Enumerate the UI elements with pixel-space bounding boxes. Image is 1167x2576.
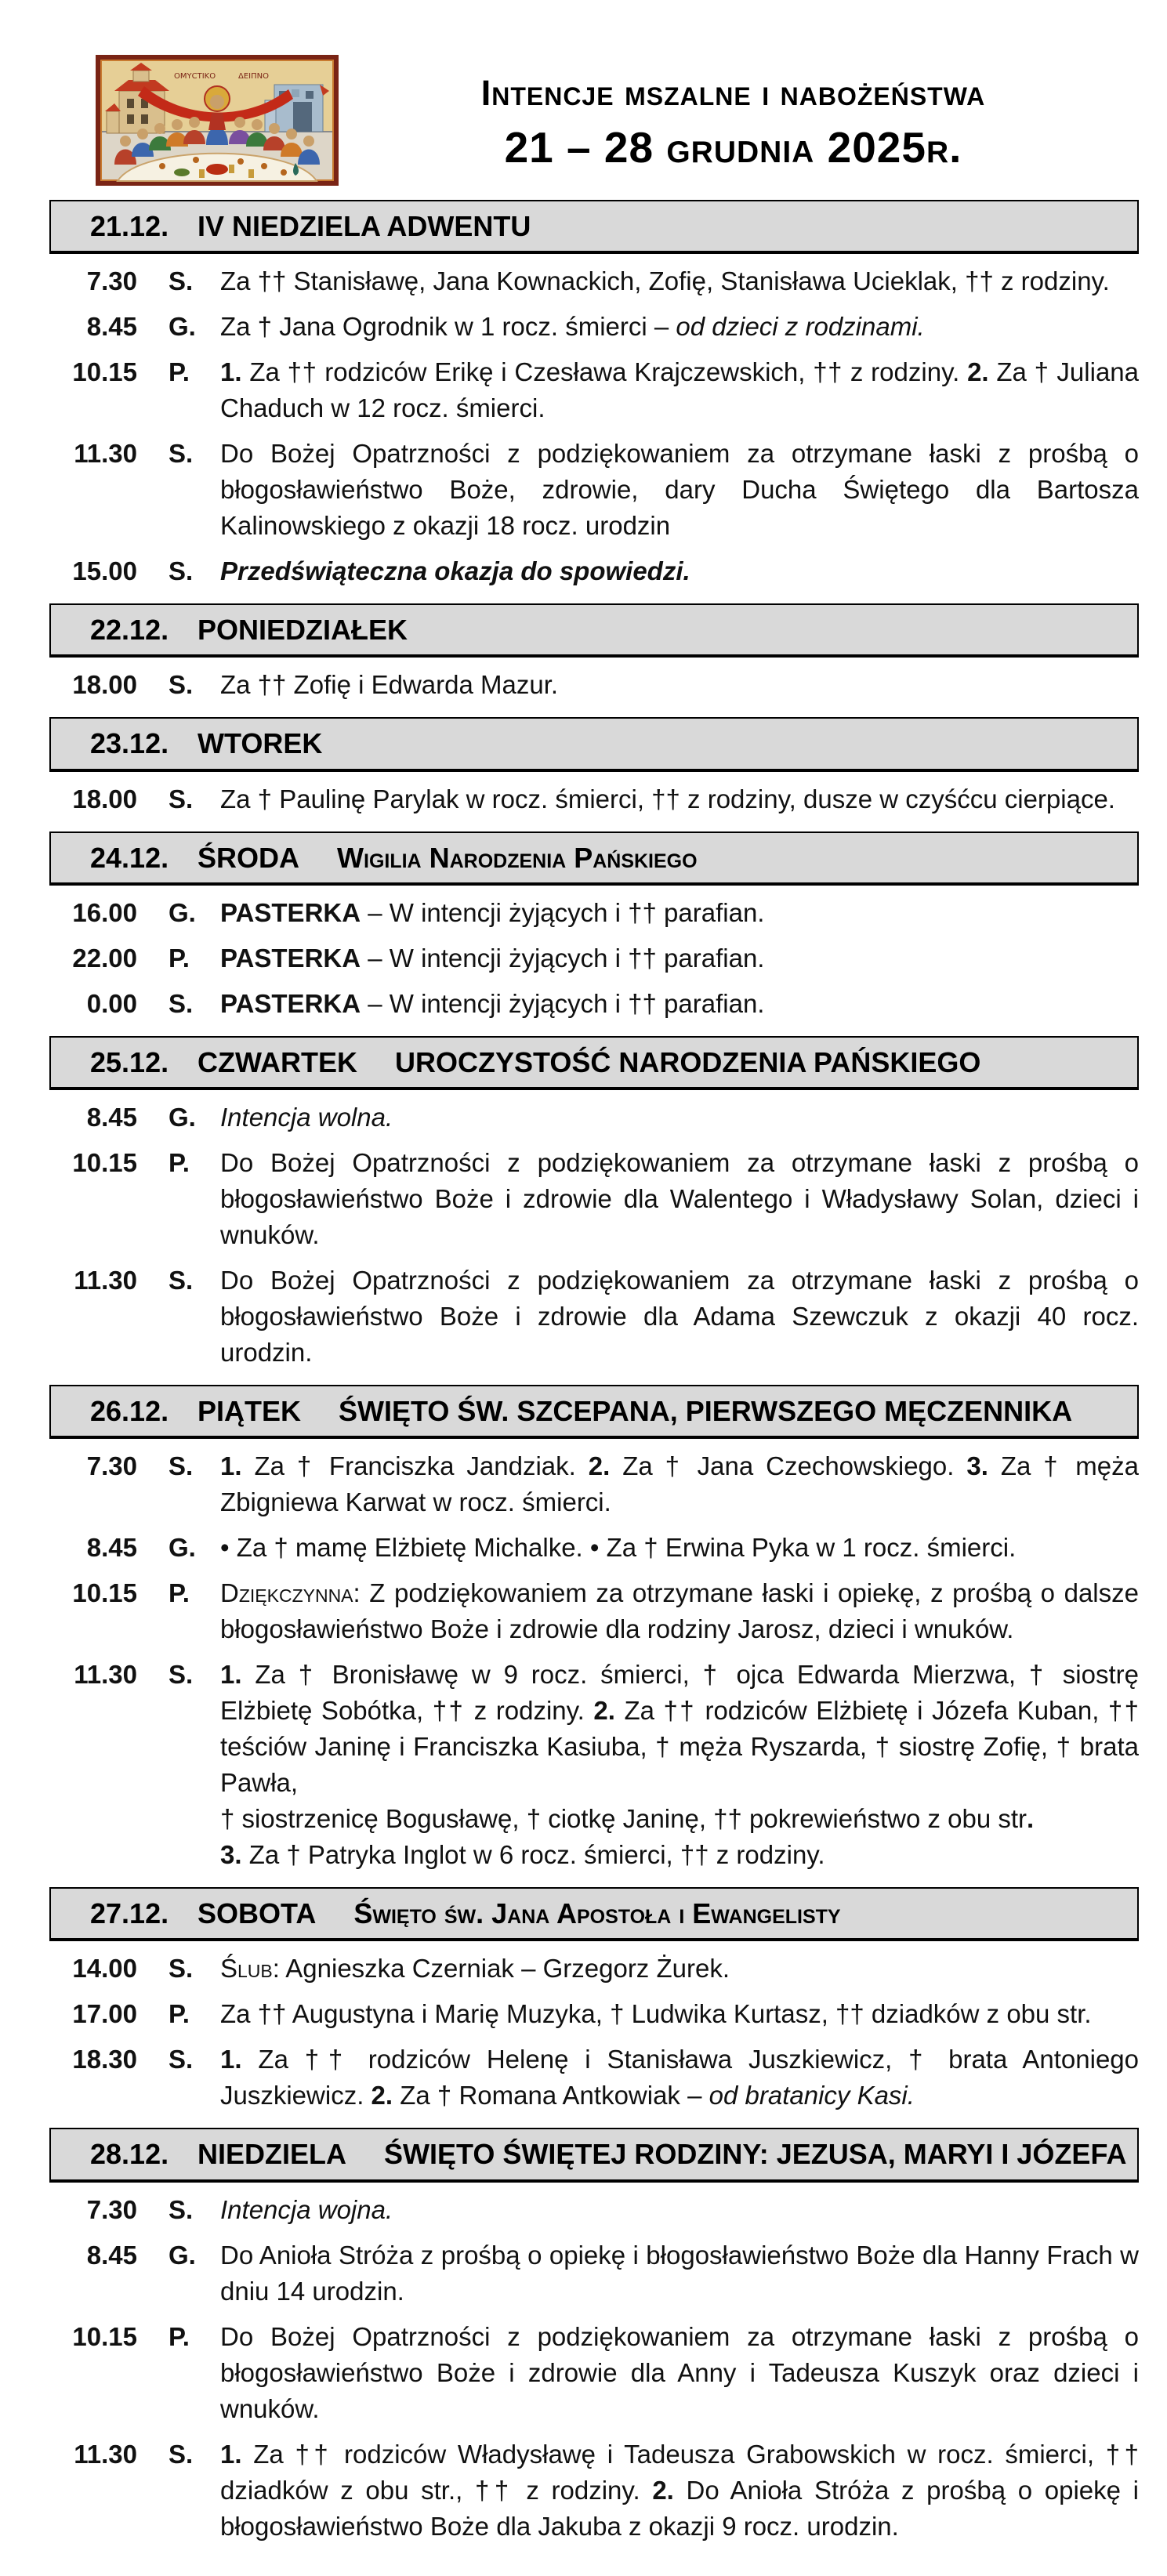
intention-text: Za †† Augustyna i Marię Muzyka, † Ludwika Kurtasz, †† dziadków z obu str. [220,1999,1092,2029]
time-label: 16.00 [72,897,137,927]
time-label: 7.30 [86,266,137,296]
section-header [49,717,1139,771]
mass-type-label: P. [169,943,190,973]
intention-row [49,2437,1139,2545]
time-label: 11.30 [74,439,137,469]
intention-row [49,1657,1139,1873]
section-title: IV NIEDZIELA ADWENTU [198,210,531,242]
mass-type-label: S. [169,988,194,1018]
intention-row [49,2237,1139,2310]
mass-type-label: P. [169,1999,190,2029]
intention-text: Przedświąteczna okazja do spowiedzi. [220,556,690,586]
mass-type-label: S. [169,784,194,813]
time-label: 17.00 [72,1999,137,2029]
mass-type-label: P. [169,2321,190,2351]
time-label: 11.30 [74,1265,137,1295]
section-title: Święto św. Jana Apostoła i Ewangelisty [353,1897,841,1930]
section-header [49,603,1139,658]
intention-text: Za † Paulinę Parylak w rocz. śmierci, †† z rodziny, dusze w czyśćcu cierpiące. [220,784,1115,813]
section-header [49,1036,1139,1090]
section-header [49,200,1139,254]
intention-row [49,781,1139,817]
intention-text: 1. Za †† rodziców Helenę i Stanisława Juszkiewicz, † brata Antoniego Juszkiewicz. 2. Za † Romana Antkowiak – od bratanicy Kasi. [220,2045,1139,2110]
intention-row [49,1996,1139,2032]
intention-text: Dziękczynna: Z podziękowaniem za otrzymane łaski i opiekę, z prośbą o dalsze błogosławieństwo Boże i zdrowie dla rodziny Jarosz, dzieci i wnuków. [220,1578,1139,1644]
intention-row [49,667,1139,703]
intention-text: Intencja wojna. [220,2194,393,2224]
intention-row [49,2192,1139,2228]
intention-row [49,1951,1139,1987]
last-supper-icon [96,55,339,186]
mass-type-label: G. [169,2240,196,2270]
mass-type-label: S. [169,266,194,296]
intention-row [49,436,1139,544]
section-title: ŚWIĘTO ŚWIĘTEJ RODZINY: JEZUSA, MARYI I JÓZEFA [384,2138,1127,2171]
intention-row [49,354,1139,426]
intention-text: 1. Za † Franciszka Jandziak. 2. Za † Jana Czechowskiego. 3. Za † męża Zbigniewa Karwat w rocz. śmierci. [220,1451,1139,1517]
section-header [49,1385,1139,1439]
intention-row [49,1100,1139,1136]
time-label: 8.45 [86,312,137,342]
time-label: 14.00 [72,1954,137,1984]
time-label: 8.45 [86,1102,137,1132]
sections-list [49,200,1139,2576]
mass-type-label: S. [169,2194,194,2224]
mass-type-label: S. [169,439,194,469]
intention-row [49,1263,1139,1371]
mass-type-label: P. [169,357,190,387]
intention-row [49,940,1139,976]
intention-text: 1. Za †† rodziców Erikę i Czesława Krajczewskich, †† z rodziny. 2. Za † Juliana Chaduch w 12 rocz. śmierci. [220,357,1139,423]
intention-row [49,553,1139,589]
intention-text: PASTERKA – W intencji żyjących i †† parafian. [220,943,765,973]
time-label: 8.45 [86,1533,137,1563]
intention-row [49,1575,1139,1647]
intention-text: 1. Za †† rodziców Władysławę i Tadeusza Grabowskich w rocz. śmierci, †† dziadków z obu str., †† z rodziny. 2. Do Anioła Stróża z prośbą o opiekę i błogosławieństwo Boże dla Jakuba z okazji 9 rocz. urodzin. [220,2439,1140,2541]
mass-type-label: G. [169,312,196,342]
intention-row [49,895,1139,931]
section-day: PONIEDZIAŁEK [198,614,408,647]
mass-type-label: P. [169,1578,190,1608]
section-day: SOBOTA [198,1897,317,1930]
time-label: 11.30 [74,2439,137,2469]
intention-text: Intencja wolna. [220,1102,393,1132]
intention-text: Do Bożej Opatrzności z podziękowaniem za otrzymane łaski z prośbą o błogosławieństwo Boże i zdrowie dla Anny i Tadeusza Kuszyk oraz dzieci i wnuków. [220,2321,1139,2423]
mass-type-label: S. [169,1451,194,1481]
section-title: UROCZYSTOŚĆ NARODZENIA PAŃSKIEGO [394,1045,981,1078]
intention-text: Do Bożej Opatrzności z podziękowaniem za otrzymane łaski z prośbą o błogosławieństwo Boże i zdrowie dla Walentego i Władysławy Solan, dzieci i wnuków. [220,1147,1139,1249]
svg-text:ΟΜΥCΤΙΚΟ: ΟΜΥCΤΙΚΟ [174,72,216,81]
mass-type-label: S. [169,670,194,700]
section-date: 21.12. [90,210,169,242]
page-title-line2: 21 – 28 grudnia 2025r. [504,122,962,172]
svg-text:ΔΕΙΠΝΟ: ΔΕΙΠΝΟ [238,72,269,81]
intention-row [49,2042,1139,2114]
section-day: PIĄTEK [198,1394,302,1427]
day-section [49,200,1139,589]
mass-type-label: G. [169,1533,196,1563]
time-label: 11.30 [74,1660,137,1690]
section-title: ŚWIĘTO ŚW. SZCEPANA, PIERWSZEGO MĘCZENNIKA [339,1394,1073,1427]
intention-text: PASTERKA – W intencji żyjących i †† parafian. [220,897,765,927]
intention-row [49,986,1139,1022]
last-supper-icon-image [96,55,339,186]
section-date: 25.12. [90,1045,169,1078]
intention-row [49,1448,1139,1520]
day-section [49,603,1139,703]
time-label: 18.30 [72,2045,137,2074]
mass-type-label: G. [169,1102,196,1132]
day-section [49,1385,1139,1873]
intention-row [49,1145,1139,1253]
section-date: 28.12. [90,2138,169,2171]
intention-text: Do Bożej Opatrzności z podziękowaniem za otrzymane łaski z prośbą o błogosławieństwo Boże, zdrowie, dary Ducha Świętego dla Bartosza Kalinowskiego z okazji 18 rocz. urodzin [220,439,1139,541]
day-section [49,1036,1139,1371]
mass-type-label: G. [169,897,196,927]
time-label: 22.00 [72,943,137,973]
time-label: 10.15 [72,2321,137,2351]
time-label: 10.15 [72,357,137,387]
page-title [339,55,1128,171]
section-header [49,1887,1139,1941]
intention-row [49,1530,1139,1566]
intention-text: • Za † mamę Elżbietę Michalke. • Za † Erwina Pyka w 1 rocz. śmierci. [220,1533,1017,1563]
day-section [49,717,1139,817]
mass-type-label: S. [169,2045,194,2074]
section-header [49,831,1139,886]
intention-text: 1. Za † Bronisławę w 9 rocz. śmierci, † ojca Edwarda Mierzwa, † siostrę Elżbietę Sobótka, †† z rodziny. 2. Za †† rodziców Elżbietę i Józefa Kuban, †† teściów Janinę i Franciszka Kasiuba, † męża Ryszarda, † siostrę Zofię, † brata Pawła, † siostrzenicę Bogusławę, † ciotkę Janinę, †† pokrewieństwo z obu str. 3. Za † Patryka Inglot w 6 rocz. śmierci, †† z rodziny. [220,1660,1139,1870]
time-label: 10.15 [72,1578,137,1608]
time-label: 18.00 [72,784,137,813]
intention-text: Za †† Stanisławę, Jana Kownackich, Zofię, Stanisława Ucieklak, †† z rodziny. [220,266,1110,296]
intention-text: PASTERKA – W intencji żyjących i †† parafian. [220,988,765,1018]
intention-text: Do Bożej Opatrzności z podziękowaniem za otrzymane łaski z prośbą o błogosławieństwo Boże i zdrowie dla Adama Szewczuk z okazji 40 rocz. urodzin. [220,1265,1139,1367]
time-label: 8.45 [86,2240,137,2270]
section-day: CZWARTEK [198,1045,357,1078]
section-date: 27.12. [90,1897,169,1930]
section-day: NIEDZIELA [198,2138,347,2171]
mass-type-label: P. [169,1147,190,1177]
time-label: 15.00 [72,556,137,586]
intention-text: Za †† Zofię i Edwarda Mazur. [220,670,559,700]
intention-text: Ślub: Agnieszka Czerniak – Grzegorz Żurek. [220,1954,730,1984]
section-day: ŚRODA [198,841,300,874]
time-label: 18.00 [72,670,137,700]
time-label: 7.30 [86,1451,137,1481]
time-label: 0.00 [86,988,137,1018]
mass-type-label: S. [169,1954,194,1984]
section-date: 24.12. [90,841,169,874]
intention-text: Za † Jana Ogrodnik w 1 rocz. śmierci – od dzieci z rodzinami. [220,312,925,342]
page-header [0,0,1167,186]
mass-type-label: S. [169,1265,194,1295]
intention-row [49,2319,1139,2427]
section-title: Wigilia Narodzenia Pańskiego [337,841,698,874]
intention-row [49,309,1139,345]
time-label: 7.30 [86,2194,137,2224]
day-section [49,831,1139,1022]
mass-type-label: S. [169,2439,194,2469]
day-section [49,2128,1139,2544]
intention-text: Do Anioła Stróża z prośbą o opiekę i błogosławieństwo Boże dla Hanny Frach w dniu 14 urodzin. [220,2240,1139,2306]
section-date: 26.12. [90,1394,169,1427]
section-date: 22.12. [90,614,169,647]
time-label: 10.15 [72,1147,137,1177]
intention-row [49,263,1139,299]
section-day: WTOREK [198,727,323,760]
section-date: 23.12. [90,727,169,760]
section-header [49,2128,1139,2182]
page-title-line1: Intencje mszalne i nabożeństwa [480,73,986,113]
mass-type-label: S. [169,556,194,586]
mass-type-label: S. [169,1660,194,1690]
day-section [49,1887,1139,2114]
